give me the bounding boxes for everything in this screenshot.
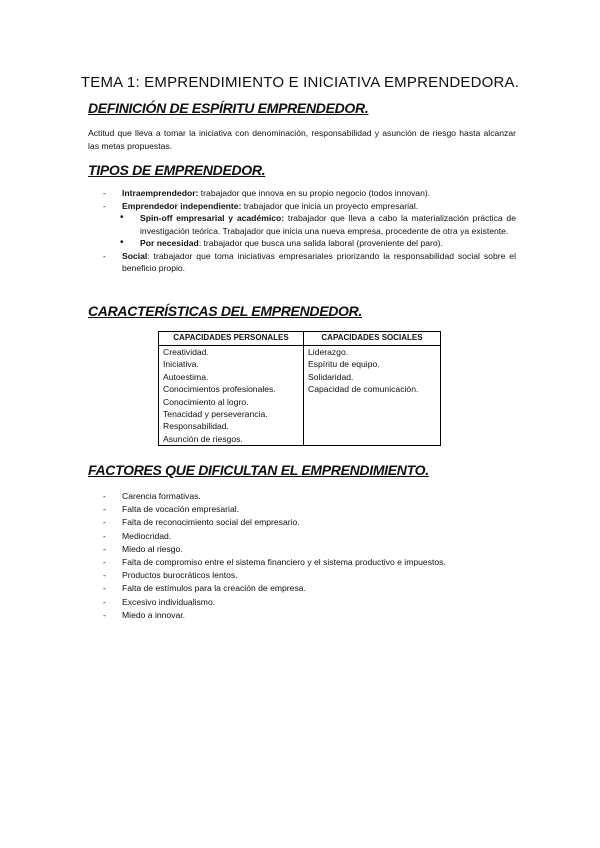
definicion-paragraph: Actitud que lleva a tomar la iniciativa con denominación, responsabilidad y asunción de riesgo hasta alcanzar las metas propuestas. — [88, 128, 516, 151]
factores-list — [88, 490, 516, 622]
list-item — [88, 530, 516, 543]
dash-bullet: - — [103, 596, 106, 607]
subtype-term: Por necesidad — [140, 238, 199, 248]
table-cell-item: Liderazgo. — [308, 347, 349, 357]
dash-bullet: - — [103, 200, 106, 211]
table-row — [159, 346, 441, 446]
dot-bullet: • — [120, 237, 124, 248]
heading-definicion: DEFINICIÓN DE ESPÍRITU EMPRENDEDOR. — [88, 100, 369, 116]
list-item — [88, 582, 516, 595]
type-term: Emprendedor independiente: — [122, 200, 242, 211]
dash-bullet: - — [103, 543, 106, 554]
dash-bullet: - — [103, 491, 106, 501]
factor-text: Miedo al riesgo. — [122, 543, 183, 554]
column-header-personales: CAPACIDADES PERSONALES — [159, 332, 304, 346]
sociales-cell — [304, 346, 441, 446]
table-cell-item: Autoestima. — [163, 371, 209, 382]
dot-bullet: • — [120, 212, 124, 223]
subtype-term: Spin-off empresarial y académico: — [140, 213, 285, 223]
table-cell-item: Solidaridad. — [308, 371, 354, 382]
subtypes-list — [88, 212, 516, 250]
list-item — [88, 212, 516, 237]
list-item — [88, 609, 516, 622]
capacidades-table — [158, 331, 441, 446]
subtype-description: : trabajador que busca una salida laboral (proveniente del paro). — [198, 238, 443, 248]
factor-text: Mediocridad. — [122, 530, 172, 541]
list-item — [88, 237, 516, 250]
factor-text: Falta de vocación empresarial. — [122, 504, 240, 515]
table-cell-item: Conocimientos profesionales. — [163, 384, 276, 395]
personales-cell — [159, 346, 304, 446]
list-item — [88, 556, 516, 569]
table-cell-item: Conocimiento al logro. — [163, 396, 249, 407]
list-item — [88, 250, 516, 275]
list-item — [88, 543, 516, 556]
list-item — [88, 200, 516, 250]
dash-bullet: - — [103, 609, 106, 620]
table-cell-item: Iniciativa. — [163, 359, 199, 370]
table-cell-item: Tenacidad y perseverancia. — [163, 409, 268, 420]
factor-text: Productos burocráticos lentos. — [122, 570, 238, 581]
type-term: Intraemprendedor: — [122, 188, 199, 198]
list-item — [88, 490, 516, 503]
dash-bullet: - — [103, 250, 106, 261]
dash-bullet: - — [103, 570, 106, 581]
column-header-sociales: CAPACIDADES SOCIALES — [304, 332, 441, 346]
page-title: TEMA 1: EMPRENDIMIENTO E INICIATIVA EMPRENDEDORA. — [80, 74, 520, 91]
list-item — [88, 516, 516, 529]
factor-text: Miedo a innovar. — [122, 609, 186, 620]
list-item — [88, 596, 516, 609]
heading-factores: FACTORES QUE DIFICULTAN EL EMPRENDIMIENTO. — [88, 462, 429, 478]
list-item — [88, 187, 516, 200]
table-cell-item: Responsabilidad. — [163, 421, 229, 432]
table-cell-item: Espíritu de equipo. — [308, 359, 380, 370]
table-cell-item: Creatividad. — [163, 347, 209, 357]
dash-bullet: - — [103, 583, 106, 594]
factor-text: Falta de reconocimiento social del empresario. — [122, 517, 300, 528]
type-term: Social — [122, 250, 148, 261]
tipos-list — [88, 187, 516, 275]
list-item — [88, 503, 516, 516]
factor-text: Falta de estímulos para la creación de empresa. — [122, 583, 306, 594]
table-cell-item: Capacidad de comunicación. — [308, 384, 419, 395]
subtype-description: trabajador que lleva a cabo la materialización práctica de investigación teórica. Trabajador que inicia una nueva empresa, procedente de otra ya existente. — [140, 213, 516, 236]
factor-text: Carencia formativas. — [122, 491, 201, 501]
dash-bullet: - — [103, 557, 106, 568]
dash-bullet: - — [103, 504, 106, 515]
heading-tipos: TIPOS DE EMPRENDEDOR. — [88, 162, 266, 178]
list-item — [88, 569, 516, 582]
factor-text: Falta de compromiso entre el sistema financiero y el sistema productivo e impuestos. — [122, 557, 446, 568]
dash-bullet: - — [103, 188, 106, 198]
table-cell-item: Asunción de riesgos. — [163, 433, 243, 444]
heading-caracteristicas: CARACTERÍSTICAS DEL EMPRENDEDOR. — [88, 303, 363, 319]
dash-bullet: - — [103, 530, 106, 541]
type-description: trabajador que innova en su propio negocio (todos innovan). — [198, 188, 431, 198]
dash-bullet: - — [103, 517, 106, 528]
type-description: : trabajador que toma iniciativas empresariales priorizando la responsabilidad social sobre el beneficio propio. — [122, 250, 516, 273]
factor-text: Excesivo individualismo. — [122, 596, 216, 607]
type-description: trabajador que inicia un proyecto empresarial. — [241, 200, 419, 211]
